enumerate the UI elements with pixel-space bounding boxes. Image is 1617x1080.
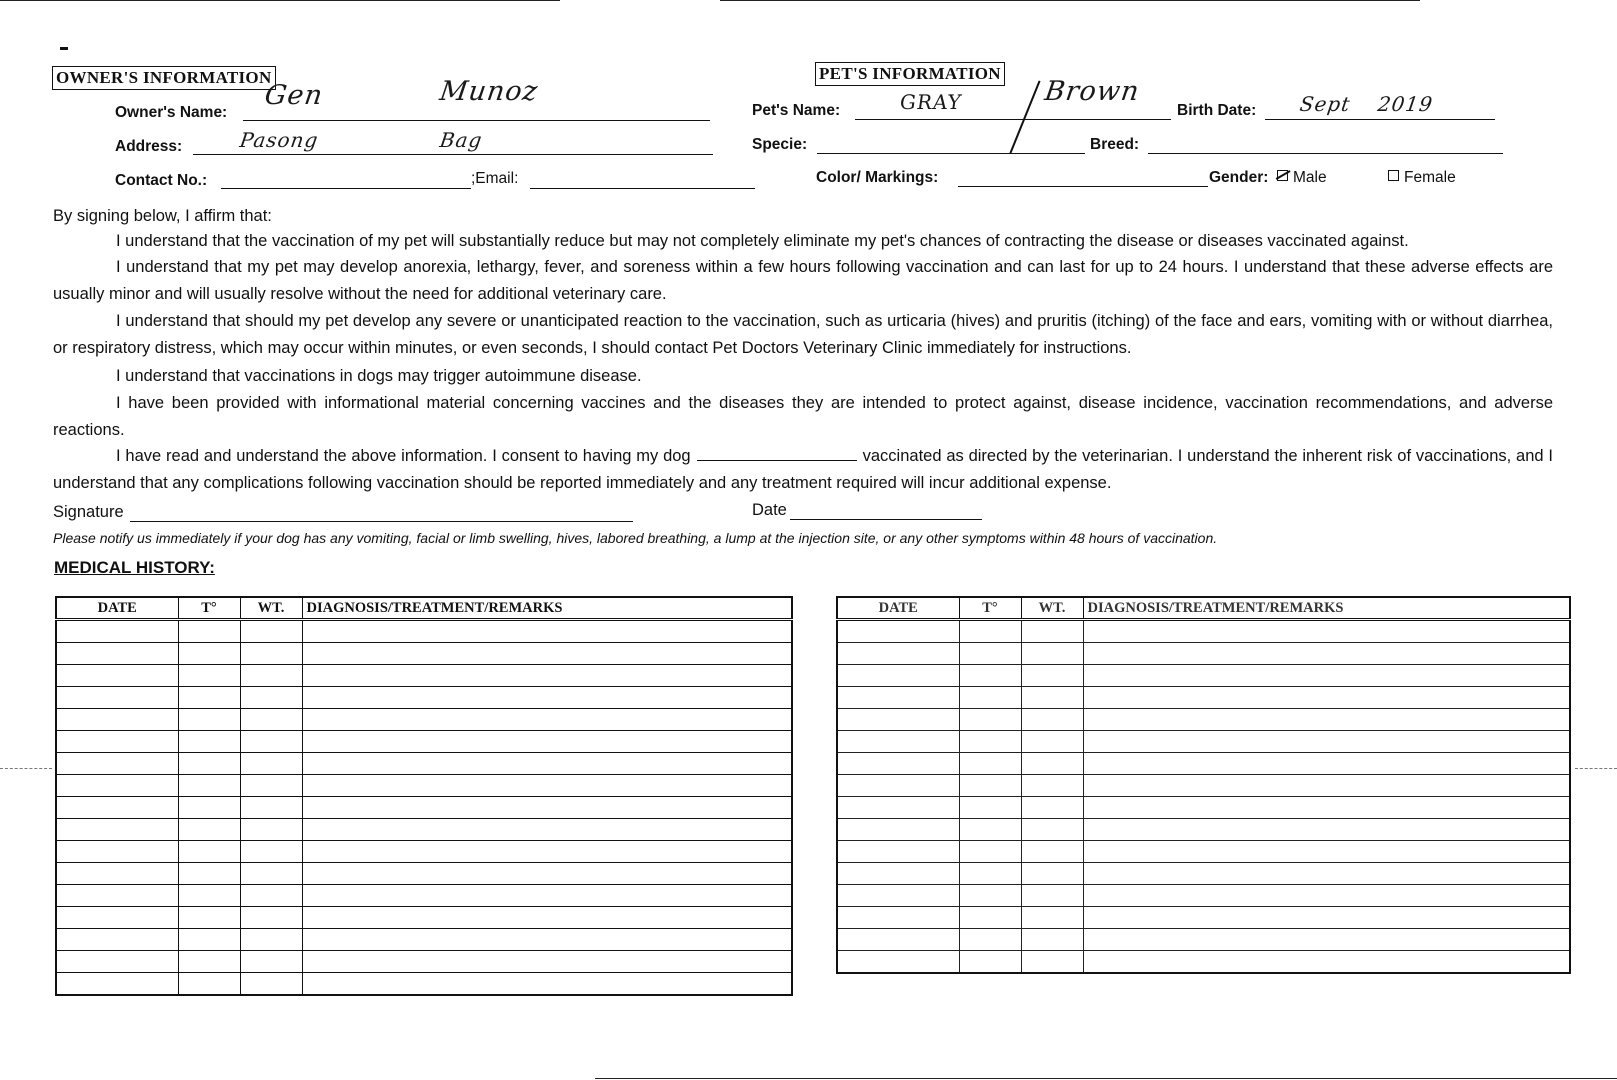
column-header-temperature: T° bbox=[178, 597, 240, 620]
notify-notice: Please notify us immediately if your dog has any vomiting, facial or limb swelling, hives, labored breathing, a lump at the injection site, or any other symptoms within 48 hours of vaccination. bbox=[53, 530, 1218, 546]
owner-name-line bbox=[243, 120, 710, 121]
consent-paragraph-5: I have been provided with informational material concerning vaccines and the diseases they are intended to protect against, disease incidence, vaccination recommendations, and adverse reactions. bbox=[53, 394, 1553, 439]
medical-history-rows-left bbox=[56, 620, 792, 996]
owner-info-heading: OWNER'S INFORMATION bbox=[52, 66, 276, 90]
table-row bbox=[837, 687, 1570, 709]
birth-date-line bbox=[1265, 119, 1495, 120]
table-row bbox=[56, 863, 792, 885]
table-header-row bbox=[56, 597, 792, 620]
address-handwritten-1: Pasong bbox=[238, 128, 321, 152]
column-header-weight: WT. bbox=[1021, 597, 1083, 620]
scan-crease-left bbox=[0, 768, 52, 769]
consent-paragraph-6-start: I have read and understand the above information. I consent to having my dog bbox=[116, 447, 691, 465]
gender-male-option[interactable] bbox=[1277, 169, 1327, 187]
pet-name-handwritten-1: GRAY bbox=[898, 90, 964, 114]
medical-history-table-right bbox=[836, 596, 1571, 974]
table-row bbox=[837, 841, 1570, 863]
table-row bbox=[56, 885, 792, 907]
birth-date-year-handwritten: 2019 bbox=[1376, 92, 1435, 116]
table-row bbox=[56, 731, 792, 753]
table-row bbox=[837, 620, 1570, 643]
pet-info-heading: PET'S INFORMATION bbox=[815, 62, 1005, 86]
owner-name-label: Owner's Name: bbox=[115, 104, 228, 121]
table-row bbox=[837, 885, 1570, 907]
scan-speck bbox=[60, 47, 68, 50]
table-row bbox=[837, 753, 1570, 775]
table-row bbox=[56, 973, 792, 996]
medical-history-table-left bbox=[55, 596, 793, 996]
owner-name-last-handwritten: Munoz bbox=[437, 76, 541, 107]
consent-paragraph-2: I understand that my pet may develop anorexia, lethargy, fever, and soreness within a few hours following vaccination and can last for up to 24 hours. I understand that these adverse effects are usually minor and will usually resolve without the need for additional veterinary care. bbox=[53, 258, 1553, 303]
consent-intro: By signing below, I affirm that: bbox=[53, 207, 272, 225]
color-markings-line bbox=[958, 186, 1208, 187]
contact-number-line bbox=[221, 188, 471, 189]
table-row bbox=[837, 709, 1570, 731]
contact-number-label: Contact No.: bbox=[115, 172, 208, 189]
breed-label: Breed: bbox=[1090, 136, 1140, 153]
table-row bbox=[56, 819, 792, 841]
address-line bbox=[193, 154, 713, 155]
pet-name-line bbox=[855, 119, 1171, 120]
pet-name-separator-slash bbox=[1009, 80, 1040, 153]
column-header-diagnosis: DIAGNOSIS/TREATMENT/REMARKS bbox=[302, 597, 792, 620]
table-row bbox=[837, 929, 1570, 951]
gender-female-option[interactable] bbox=[1388, 169, 1456, 187]
table-row bbox=[837, 907, 1570, 929]
medical-history-title: MEDICAL HISTORY: bbox=[54, 558, 215, 577]
column-header-date: DATE bbox=[837, 597, 959, 620]
table-row bbox=[837, 863, 1570, 885]
gender-male-label: Male bbox=[1293, 169, 1327, 186]
email-line bbox=[530, 188, 755, 189]
birth-date-month-handwritten: Sept bbox=[1298, 92, 1353, 116]
table-row bbox=[56, 643, 792, 665]
column-header-date: DATE bbox=[56, 597, 178, 620]
gender-label: Gender: bbox=[1209, 169, 1269, 186]
date-label: Date bbox=[752, 501, 787, 519]
consent-paragraph-4: I understand that vaccinations in dogs may trigger autoimmune disease. bbox=[116, 367, 642, 385]
table-row bbox=[56, 797, 792, 819]
table-row bbox=[837, 819, 1570, 841]
table-row bbox=[837, 731, 1570, 753]
consent-paragraph-3: I understand that should my pet develop any severe or unanticipated reaction to the vaccination, such as urticaria (hives) and pruritis (itching) of the face and ears, vomiting with or without diarrhea, or respiratory distress, which may occur within minutes, or even seconds, I should contact Pet Doctors Veterinary Clinic immediately for instructions. bbox=[53, 312, 1553, 357]
consent-paragraph-1: I understand that the vaccination of my pet will substantially reduce but may not completely eliminate my pet's chances of contracting the disease or diseases vaccinated against. bbox=[116, 232, 1409, 250]
color-markings-label: Color/ Markings: bbox=[816, 169, 939, 186]
signature-line[interactable] bbox=[130, 521, 633, 522]
dog-name-blank[interactable] bbox=[697, 446, 857, 461]
pet-name-handwritten-2: Brown bbox=[1042, 76, 1142, 107]
specie-label: Specie: bbox=[752, 136, 808, 153]
table-row bbox=[837, 797, 1570, 819]
table-row bbox=[56, 665, 792, 687]
email-label: ;Email: bbox=[471, 170, 519, 187]
table-row bbox=[56, 620, 792, 643]
gender-female-checkbox[interactable] bbox=[1388, 170, 1399, 181]
scan-edge-top-left bbox=[0, 0, 560, 1]
table-header-row bbox=[837, 597, 1570, 620]
address-handwritten-2: Bag bbox=[438, 128, 485, 152]
column-header-diagnosis: DIAGNOSIS/TREATMENT/REMARKS bbox=[1083, 597, 1570, 620]
table-row bbox=[56, 951, 792, 973]
medical-history-rows-right bbox=[837, 620, 1570, 974]
table-row bbox=[56, 929, 792, 951]
table-row bbox=[56, 709, 792, 731]
table-row bbox=[56, 687, 792, 709]
table-row bbox=[56, 775, 792, 797]
gender-female-label: Female bbox=[1404, 169, 1456, 186]
consent-paragraph-6 bbox=[53, 443, 1553, 497]
scan-crease-right bbox=[1575, 768, 1617, 769]
breed-line bbox=[1148, 153, 1503, 154]
scan-edge-top-right bbox=[720, 0, 1420, 1]
owner-name-first-handwritten: Gen bbox=[262, 80, 326, 111]
table-row bbox=[837, 643, 1570, 665]
table-row bbox=[56, 753, 792, 775]
address-label: Address: bbox=[115, 138, 183, 155]
column-header-weight: WT. bbox=[240, 597, 302, 620]
table-row bbox=[837, 951, 1570, 974]
specie-line bbox=[817, 153, 1085, 154]
pet-name-label: Pet's Name: bbox=[752, 102, 841, 119]
signature-label: Signature bbox=[53, 503, 124, 521]
column-header-temperature: T° bbox=[959, 597, 1021, 620]
scan-edge-bottom bbox=[595, 1078, 1617, 1079]
table-row bbox=[837, 775, 1570, 797]
gender-male-checkbox[interactable] bbox=[1277, 170, 1288, 181]
table-row bbox=[56, 907, 792, 929]
consent-paragraph-6-end: vaccinated as directed by the veterinarian. I understand the inherent risk of vaccinations, and I understand that any complications following vaccination should be reported immediately and any treatment required will incur additional expense. bbox=[53, 447, 1554, 492]
table-row bbox=[837, 665, 1570, 687]
birth-date-label: Birth Date: bbox=[1177, 102, 1257, 119]
date-line[interactable] bbox=[790, 519, 982, 520]
table-row bbox=[56, 841, 792, 863]
